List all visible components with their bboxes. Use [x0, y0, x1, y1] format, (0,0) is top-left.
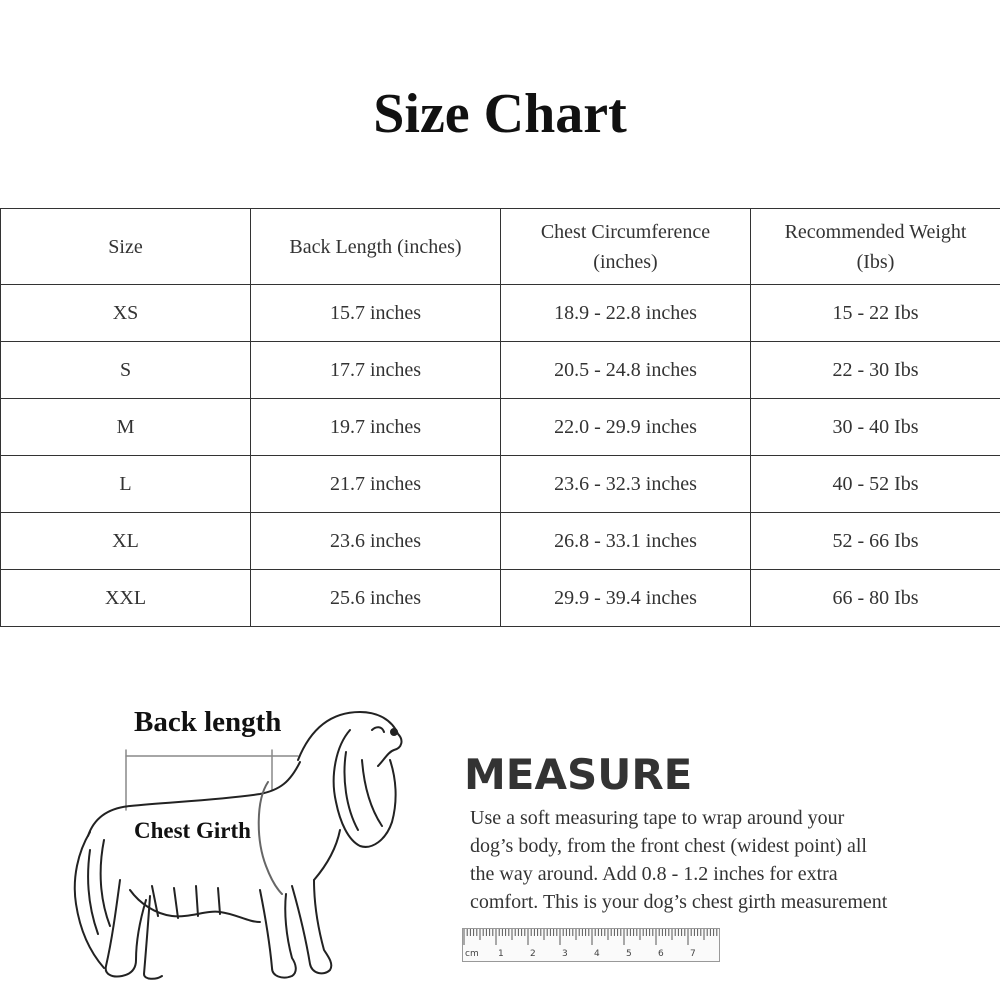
ruler-label: 1: [498, 949, 504, 959]
size-table: [0, 208, 1000, 627]
table-row: [1, 285, 1000, 342]
cell-chest: 18.9 - 22.8 inches: [501, 285, 751, 342]
cell-size: XS: [1, 285, 251, 342]
measure-line: comfort. This is your dog’s chest girth measurement: [470, 891, 888, 913]
measure-line: Use a soft measuring tape to wrap around your: [470, 807, 845, 829]
cell-chest: 26.8 - 33.1 inches: [501, 513, 751, 570]
table-row: [1, 570, 1000, 627]
cell-back-length: 19.7 inches: [251, 399, 501, 456]
header-size-text: Size: [108, 235, 143, 258]
cell-back-length: 21.7 inches: [251, 456, 501, 513]
header-size: [1, 209, 251, 285]
ruler-unit: cm: [465, 949, 479, 959]
page-title: Size Chart: [373, 83, 627, 145]
cell-weight: 66 - 80 Ibs: [751, 570, 1000, 627]
header-back-length-text: Back Length (inches): [289, 235, 462, 258]
back-length-label: Back length: [134, 706, 282, 738]
measure-line: the way around. Add 0.8 - 1.2 inches for extra: [470, 863, 838, 885]
measure-instructions: [470, 804, 940, 916]
cell-weight: 40 - 52 Ibs: [751, 456, 1000, 513]
header-chest-circumference: [501, 209, 751, 285]
cell-chest: 20.5 - 24.8 inches: [501, 342, 751, 399]
header-chest-line2: (inches): [593, 250, 658, 273]
header-back-length: [251, 209, 501, 285]
cell-size: XL: [1, 513, 251, 570]
cell-back-length: 17.7 inches: [251, 342, 501, 399]
header-recommended-weight: [751, 209, 1000, 285]
table-row: [1, 513, 1000, 570]
header-weight-line1: Recommended Weight: [784, 220, 967, 243]
ruler-label: 5: [626, 949, 632, 959]
cell-weight: 52 - 66 Ibs: [751, 513, 1000, 570]
ruler-label: 4: [594, 949, 600, 959]
measure-line: dog’s body, from the front chest (widest point) all: [470, 835, 867, 857]
cell-size: M: [1, 399, 251, 456]
cell-weight: 15 - 22 Ibs: [751, 285, 1000, 342]
cell-size: L: [1, 456, 251, 513]
measure-title: MEASURE: [464, 750, 693, 799]
header-weight-line2: (Ibs): [856, 250, 895, 273]
ruler-icon: [462, 928, 720, 962]
ruler-label: 3: [562, 949, 568, 959]
chest-girth-label: Chest Girth: [134, 818, 251, 843]
cell-back-length: 25.6 inches: [251, 570, 501, 627]
ruler-label: 2: [530, 949, 536, 959]
cell-back-length: 15.7 inches: [251, 285, 501, 342]
cell-weight: 22 - 30 Ibs: [751, 342, 1000, 399]
cell-chest: 29.9 - 39.4 inches: [501, 570, 751, 627]
header-chest-line1: Chest Circumference: [540, 220, 711, 243]
ruler-label: 6: [658, 949, 664, 959]
table-row: [1, 342, 1000, 399]
table-header-row: [1, 209, 1000, 285]
cell-size: XXL: [1, 570, 251, 627]
cell-size: S: [1, 342, 251, 399]
table-row: [1, 399, 1000, 456]
ruler-label: 7: [690, 949, 696, 959]
cell-chest: 22.0 - 29.9 inches: [501, 399, 751, 456]
cell-weight: 30 - 40 Ibs: [751, 399, 1000, 456]
table-row: [1, 456, 1000, 513]
cell-chest: 23.6 - 32.3 inches: [501, 456, 751, 513]
cell-back-length: 23.6 inches: [251, 513, 501, 570]
